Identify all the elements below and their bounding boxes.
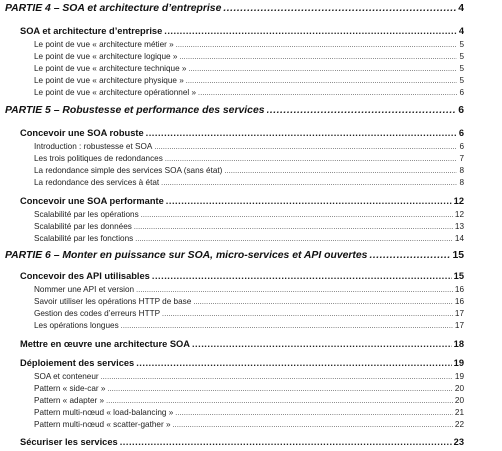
toc-section-title: Scalabilité par les opérations [34, 210, 139, 219]
toc-section-title: Introduction : robustesse et SOA [34, 142, 153, 151]
toc-page-number: 20 [454, 396, 464, 405]
toc-page-number: 18 [453, 339, 464, 349]
dot-leader [164, 26, 457, 36]
toc-section[interactable] [34, 178, 464, 189]
toc-page-number: 5 [459, 76, 464, 85]
dot-leader [369, 250, 450, 261]
toc-section-title: Pattern multi-nœud « scatter-gather » [34, 420, 171, 429]
toc-part-title: PARTIE 6 – Monter en puissance sur SOA, micro-services et API ouvertes [5, 250, 368, 261]
dot-leader [152, 271, 452, 281]
toc-page-number: 6 [459, 142, 464, 151]
dot-leader [101, 374, 453, 381]
toc-section-title: Les opérations longues [34, 321, 119, 330]
toc-section-title: Pattern « side-car » [34, 384, 106, 393]
toc-section-title: Gestion des codes d’erreurs HTTP [34, 309, 161, 318]
toc-chapter-title: Déploiement des services [20, 358, 135, 368]
toc-section-title: Pattern « adapter » [34, 396, 105, 405]
toc-chapter-api-utilisables[interactable] [20, 271, 464, 284]
toc-page-number: 6 [459, 88, 464, 97]
toc-chapter-title: Sécuriser les services [20, 437, 118, 447]
toc-chapter-soa-robuste[interactable] [20, 128, 464, 141]
toc-chapter-deploiement[interactable] [20, 358, 464, 371]
toc-section[interactable] [34, 222, 464, 233]
toc-section-title: Les trois politiques de redondances [34, 154, 163, 163]
toc-part-title: PARTIE 5 – Robustesse et performance des services [5, 105, 265, 116]
toc-page-number: 16 [454, 297, 464, 306]
toc-page-number: 6 [458, 128, 464, 138]
toc-section-title: Le point de vue « architecture métier » [34, 40, 174, 49]
toc-section-title: La redondance des services à état [34, 178, 160, 187]
dot-leader [136, 287, 453, 294]
toc-chapter-title: Mettre en œuvre une architecture SOA [20, 339, 190, 349]
dot-leader [106, 398, 453, 405]
dot-leader [175, 410, 453, 417]
toc-section[interactable] [34, 154, 464, 165]
toc-section[interactable] [34, 420, 464, 431]
dot-leader [165, 156, 458, 163]
toc-chapter-mettre-en-oeuvre[interactable] [20, 339, 464, 352]
dot-leader [136, 358, 451, 368]
toc-section-title: La redondance simple des services SOA (sans état) [34, 166, 223, 175]
toc-page-number: 4 [458, 26, 464, 36]
toc-chapter-title: SOA et architecture d’entreprise [20, 26, 163, 36]
toc-part-5[interactable] [5, 105, 464, 119]
toc-section[interactable] [34, 210, 464, 221]
toc-page-number: 5 [459, 64, 464, 73]
toc-section-title: Le point de vue « architecture technique » [34, 64, 187, 73]
toc-chapter-soa-performante[interactable] [20, 196, 464, 209]
dot-leader [223, 3, 456, 14]
toc-page-number: 21 [454, 408, 464, 417]
dot-leader [135, 236, 453, 243]
dot-leader [176, 42, 458, 49]
toc-page-number: 5 [459, 52, 464, 61]
toc-section[interactable] [34, 297, 464, 308]
toc-page-number: 12 [454, 210, 464, 219]
toc-part-title: PARTIE 4 – SOA et architecture d’entreprise [5, 3, 222, 14]
toc-page-number: 19 [453, 358, 464, 368]
toc-page-number: 8 [459, 178, 464, 187]
toc-section-title: Nommer une API et version [34, 285, 135, 294]
toc-section-title: Scalabilité par les fonctions [34, 234, 134, 243]
dot-leader [154, 144, 457, 151]
toc-section[interactable] [34, 408, 464, 419]
toc-chapter-title: Concevoir une SOA performante [20, 196, 164, 206]
toc-section[interactable] [34, 309, 464, 320]
dot-leader [121, 323, 453, 330]
toc-section[interactable] [34, 64, 464, 75]
dot-leader [166, 196, 452, 206]
toc-section[interactable] [34, 88, 464, 99]
toc-page-number: 14 [454, 234, 464, 243]
toc-part-4[interactable] [5, 3, 464, 17]
toc-section[interactable] [34, 321, 464, 332]
toc-page-number: 6 [458, 105, 464, 116]
toc-page-number: 13 [454, 222, 464, 231]
dot-leader [186, 78, 458, 85]
toc-page-number: 15 [452, 250, 464, 261]
toc-section-title: Pattern multi-nœud « load-balancing » [34, 408, 174, 417]
toc-page-number: 23 [453, 437, 464, 447]
toc-section[interactable] [34, 396, 464, 407]
toc-section-title: Le point de vue « architecture physique » [34, 76, 184, 85]
toc-section[interactable] [34, 52, 464, 63]
toc-page-number: 8 [459, 166, 464, 175]
toc-page-number: 19 [454, 372, 464, 381]
toc-section-title: Le point de vue « architecture opérationnel » [34, 88, 197, 97]
dot-leader [161, 180, 457, 187]
toc-section[interactable] [34, 285, 464, 296]
toc-section-title: Savoir utiliser les opérations HTTP de base [34, 297, 192, 306]
toc-part-6[interactable] [5, 250, 464, 264]
dot-leader [173, 422, 453, 429]
dot-leader [193, 299, 453, 306]
toc-page-number: 20 [454, 384, 464, 393]
toc-section[interactable] [34, 142, 464, 153]
toc-chapter-securiser[interactable] [20, 437, 464, 450]
toc-chapter-soa-architecture-entreprise[interactable] [20, 26, 464, 39]
toc-section[interactable] [34, 40, 464, 51]
toc-section[interactable] [34, 234, 464, 245]
toc-section[interactable] [34, 384, 464, 395]
dot-leader [141, 212, 453, 219]
dot-leader [179, 54, 457, 61]
dot-leader [162, 311, 453, 318]
toc-section-title: SOA et conteneur [34, 372, 99, 381]
toc-section-title: Scalabilité par les données [34, 222, 132, 231]
dot-leader [198, 90, 457, 97]
toc-page-number: 15 [453, 271, 464, 281]
toc-chapter-title: Concevoir des API utilisables [20, 271, 150, 281]
toc-section[interactable] [34, 76, 464, 87]
toc-page-number: 7 [459, 154, 464, 163]
toc-page-number: 17 [454, 321, 464, 330]
dot-leader [188, 66, 457, 73]
toc-page-number: 5 [459, 40, 464, 49]
dot-leader [107, 386, 452, 393]
toc-section[interactable] [34, 372, 464, 383]
dot-leader [146, 128, 457, 138]
toc-page-number: 22 [454, 420, 464, 429]
toc-chapter-title: Concevoir une SOA robuste [20, 128, 144, 138]
dot-leader [120, 437, 452, 447]
toc-page-number: 12 [453, 196, 464, 206]
toc-section-title: Le point de vue « architecture logique » [34, 52, 178, 61]
dot-leader [267, 105, 457, 116]
toc-page-number: 16 [454, 285, 464, 294]
dot-leader [224, 168, 457, 175]
toc-section[interactable] [34, 166, 464, 177]
dot-leader [134, 224, 453, 231]
dot-leader [192, 339, 452, 349]
toc-page-number: 4 [458, 3, 464, 14]
toc-page-number: 17 [454, 309, 464, 318]
